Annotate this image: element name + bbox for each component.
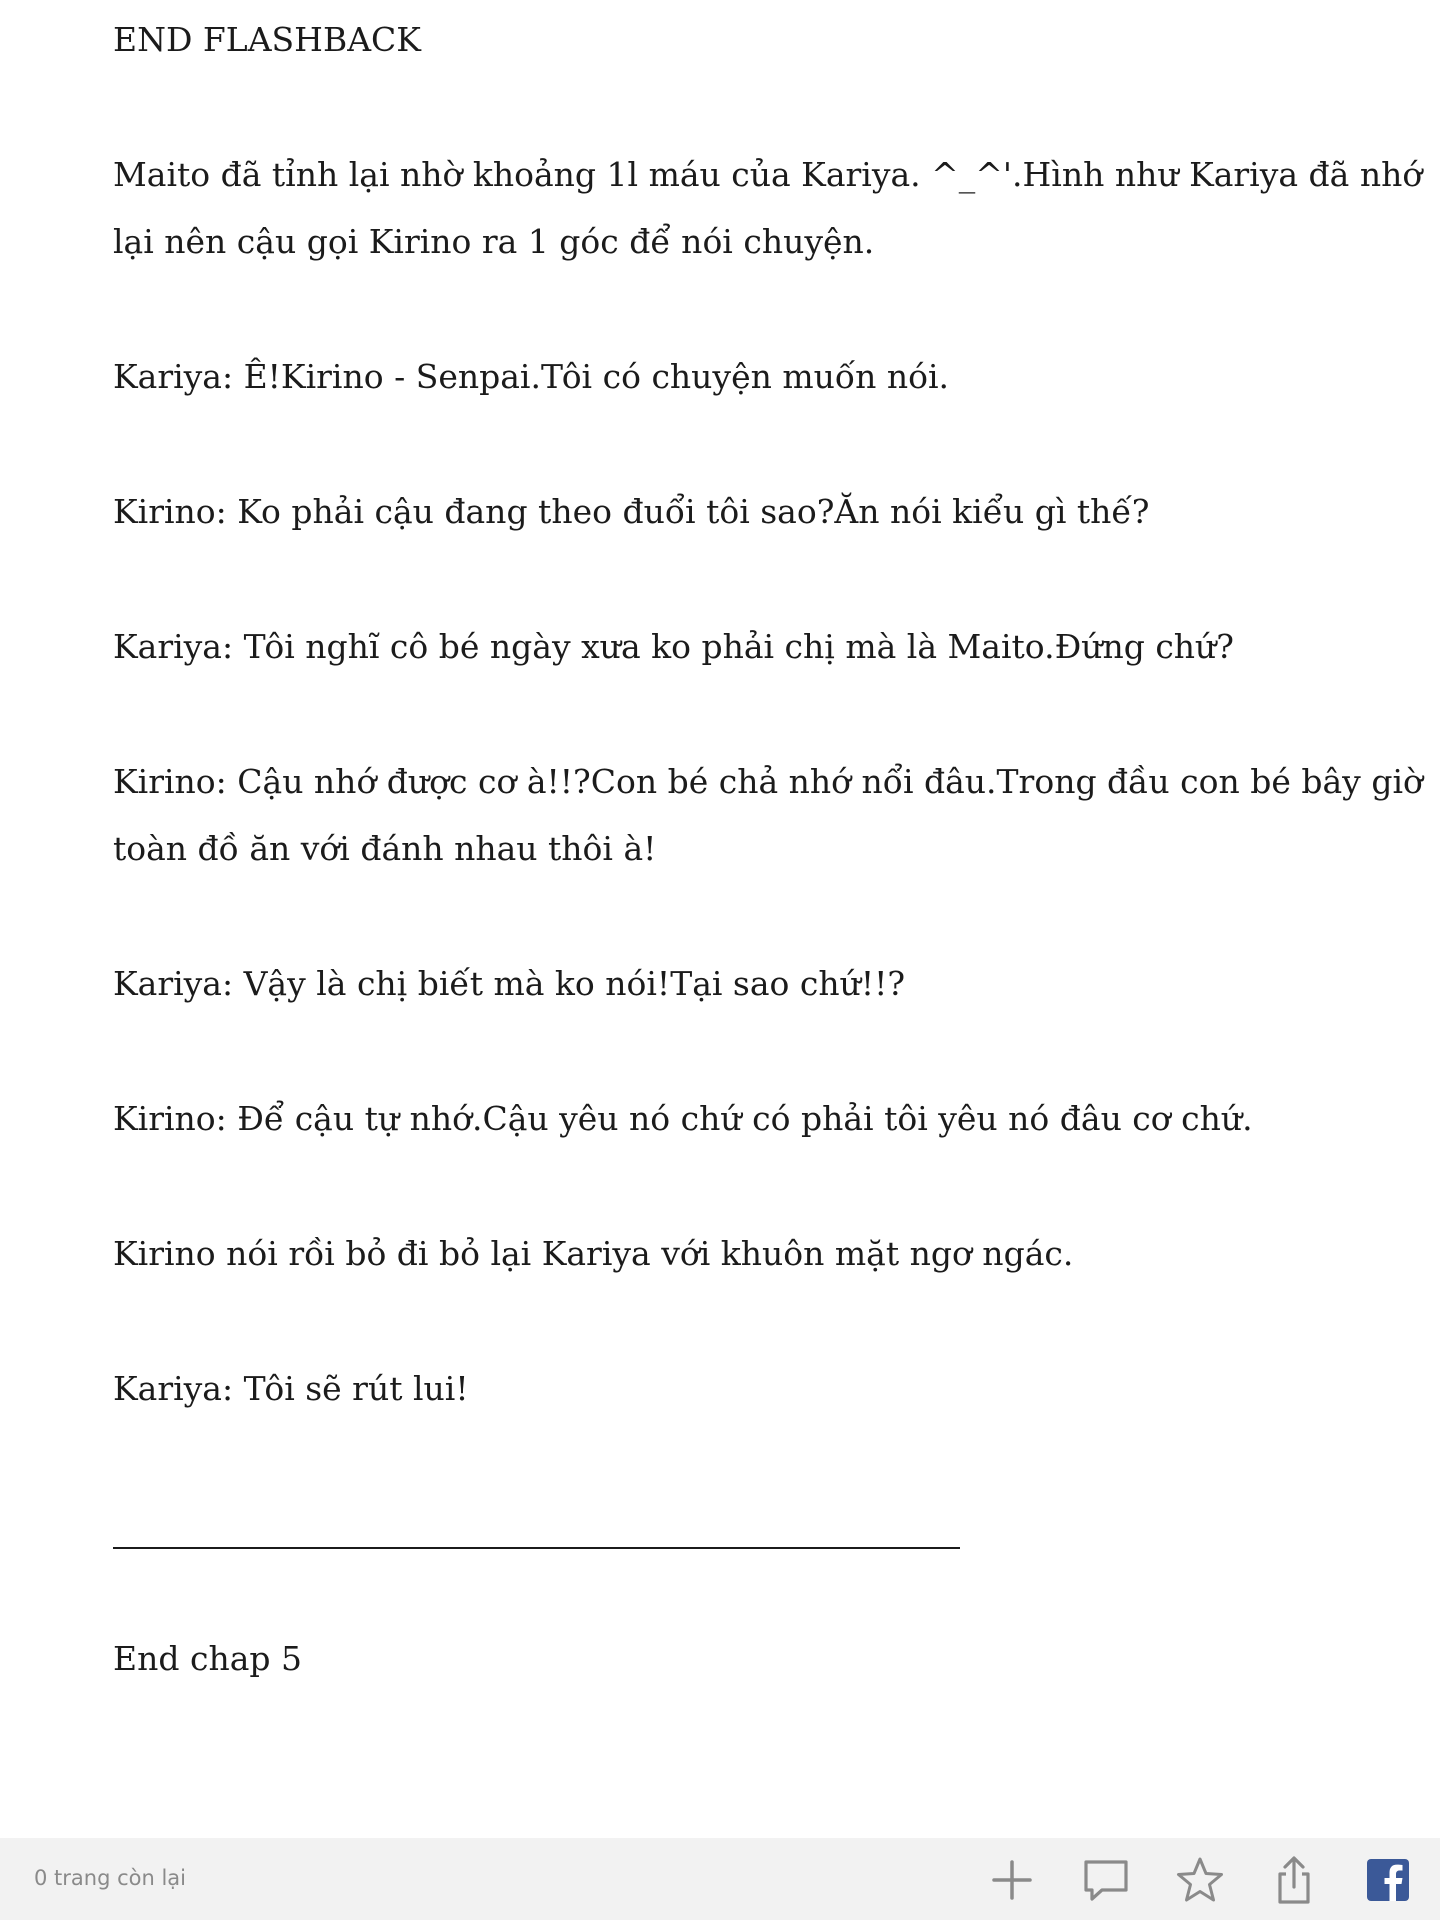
text-line: Maito đã tỉnh lại nhờ khoảng 1l máu của Kariya. ^_^'.Hình như Kariya đã nhớ [113, 155, 1423, 194]
comment-button[interactable] [1080, 1854, 1132, 1906]
star-icon [1174, 1854, 1226, 1906]
text-line: Kirino: Cậu nhớ được cơ à!!?Con bé chả nhớ nổi đâu.Trong đầu con bé bây giờ [113, 762, 1423, 801]
share-icon [1268, 1854, 1320, 1906]
divider-line [113, 1547, 960, 1549]
text-line: Kirino nói rồi bỏ đi bỏ lại Kariya với khuôn mặt ngơ ngác. [113, 1234, 1074, 1273]
text-line: END FLASHBACK [113, 20, 421, 59]
text-line: Kariya: Vậy là chị biết mà ko nói!Tại sao chứ!!? [113, 964, 906, 1003]
favorite-button[interactable] [1174, 1854, 1226, 1906]
text-line: End chap 5 [113, 1639, 302, 1678]
text-line: Kirino: Để cậu tự nhớ.Cậu yêu nó chứ có phải tôi yêu nó đâu cơ chứ. [113, 1099, 1253, 1138]
comment-icon [1080, 1854, 1132, 1906]
text-line: lại nên cậu gọi Kirino ra 1 góc để nói chuyện. [113, 222, 875, 261]
bottom-toolbar [0, 1838, 1440, 1920]
share-button[interactable] [1268, 1854, 1320, 1906]
add-button[interactable] [986, 1854, 1038, 1906]
text-line: Kariya: Tôi nghĩ cô bé ngày xưa ko phải chị mà là Maito.Đứng chứ? [113, 627, 1235, 666]
text-line: Kirino: Ko phải cậu đang theo đuổi tôi sao?Ăn nói kiểu gì thế? [113, 492, 1150, 531]
text-line: Kariya: Tôi sẽ rút lui! [113, 1369, 469, 1408]
pages-remaining-label: 0 trang còn lại [34, 1866, 187, 1890]
text-line: toàn đồ ăn với đánh nhau thôi à! [113, 829, 657, 868]
text-line: Kariya: Ê!Kirino - Senpai.Tôi có chuyện muốn nói. [113, 357, 949, 396]
facebook-button[interactable] [1362, 1854, 1414, 1906]
plus-icon [986, 1854, 1038, 1906]
facebook-icon [1362, 1854, 1414, 1906]
